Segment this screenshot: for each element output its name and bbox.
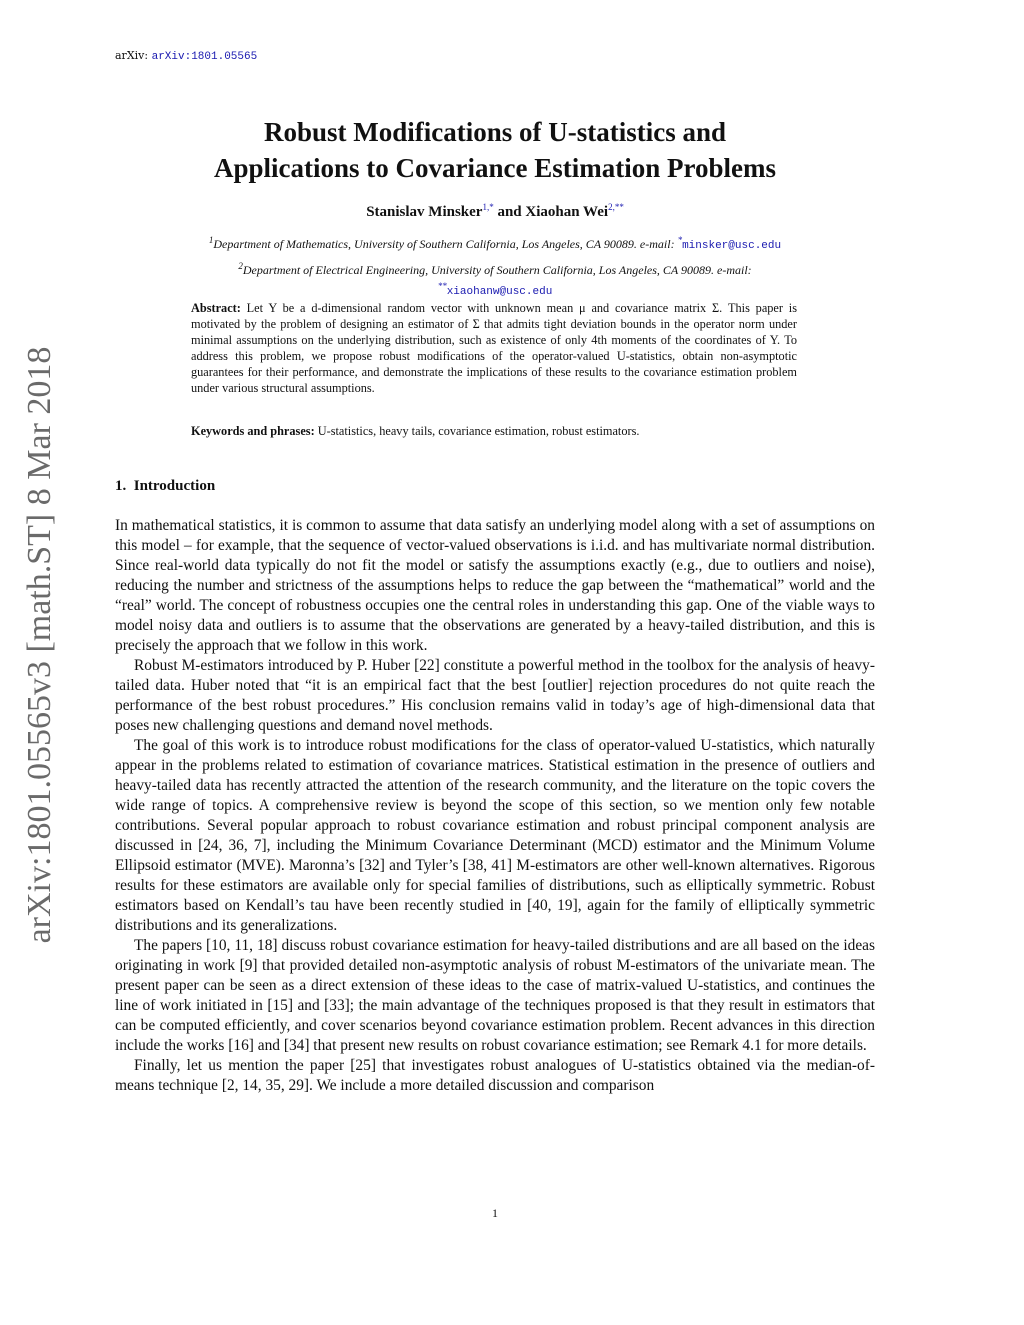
title-line-1: Robust Modifications of U-statistics and: [263, 117, 727, 147]
affiliation-2-number: 2: [238, 261, 243, 271]
abstract-text: Let Y be a d-dimensional random vector with unknown mean μ and covariance matrix Σ. This paper is motivated by the problem of designing an estimator of Σ that admits tight deviation bounds in the operator norm under minimal assumptions on the underlying distribution, such as existence of only 4th moments of the coordinates of Y. To address this problem, we propose robust modifications of the operator-valued U-statistics, obtain non-asymptotic guarantees for their performance, and demonstrate the implications of these results to the covariance estimation problem under various structural assumptions.: [191, 301, 797, 395]
author-1: Stanislav Minsker: [366, 204, 483, 220]
body-text: [115, 516, 875, 1096]
affiliation-2: [115, 258, 875, 300]
authors: [115, 202, 875, 221]
abstract: [191, 300, 797, 396]
email-link-1[interactable]: minsker@usc.edu: [682, 240, 782, 252]
arxiv-id-link[interactable]: arXiv:1801.05565: [151, 51, 258, 63]
affiliation-2-star: **: [437, 281, 447, 291]
affiliation-1-text: Department of Mathematics, University of Southern California, Los Angeles, CA 90089. e-mail:: [213, 237, 675, 251]
section-title: Introduction: [133, 478, 216, 494]
affiliation-1: [115, 232, 875, 254]
paragraph-5: Finally, let us mention the paper [25] that investigates robust analogues of U-statistics obtained via the median-of-means technique [2, 14, 35, 29]. We include a more detailed discussion and comparison: [115, 1057, 875, 1094]
author-1-sup[interactable]: 1,*: [482, 202, 494, 212]
keywords-text: U-statistics, heavy tails, covariance estimation, robust estimators.: [317, 424, 640, 438]
paragraph-4: The papers [10, 11, 18] discuss robust covariance estimation for heavy-tailed distributions and are all based on the ideas originating in work [9] that provided detailed non-asymptotic analysis of robust M-estimators of the univariate mean. The present paper can be seen as a direct extension of these ideas to the case of matrix-valued U-statistics, and continues the line of work initiated in [15] and [33]; the main advantage of the techniques proposed is that they result in estimators that can be computed efficiently, and cover scenarios beyond covariance estimation problem. Recent advances in this direction include the works [16] and [34] that present new results on robust covariance estimation; see Remark 4.1 for more details.: [115, 937, 875, 1054]
paragraph-2: Robust M-estimators introduced by P. Huber [22] constitute a powerful method in the toolbox for the analysis of heavy-tailed data. Huber noted that “it is an empirical fact that the best [outlier] rejection procedures do not quite reach the performance of the best robust procedures.” His conclusion remains valid in today’s age of high-dimensional data that poses new challenging questions and demand novel methods.: [115, 657, 875, 734]
affiliation-1-number: 1: [208, 235, 214, 245]
abstract-label: Abstract:: [191, 301, 241, 315]
section-number: 1.: [115, 478, 127, 494]
affiliation-2-text: Department of Electrical Engineering, University of Southern California, Los Angeles, CA 90089. e-mail:: [242, 263, 752, 277]
author-2: Xiaohan Wei: [525, 204, 609, 220]
title-line-2: Applications to Covariance Estimation Problems: [214, 153, 776, 183]
arxiv-side-stamp: [12, 342, 67, 947]
affiliation-1-star: *: [677, 235, 683, 245]
author-2-sup[interactable]: 2,**: [608, 202, 624, 212]
paper-title: [115, 114, 875, 186]
arxiv-header: [115, 49, 257, 63]
arxiv-label: arXiv:: [115, 49, 149, 62]
arxiv-side-stamp-text: arXiv:1801.05565v3 [math.ST] 8 Mar 2018: [20, 346, 58, 943]
section-heading: [115, 478, 215, 495]
keywords: [191, 424, 797, 439]
authors-and: and: [497, 204, 522, 220]
paragraph-1: In mathematical statistics, it is common to assume that data satisfy an underlying model along with a set of assumptions on this model – for example, that the sequence of vector-valued observations is i.i.d. and has multivariate normal distribution. Since real-world data typically do not fit the model or satisfy the assumptions exactly (e.g., due to outliers and noise), reducing the number and strictness of the assumptions helps to reduce the gap between the “mathematical” world and the “real” world. The concept of robustness occupies one the central roles in understanding this gap. One of the viable ways to model noisy data and outliers is to assume that the observations are generated by a heavy-tailed distribution, and this is precisely the approach that we follow in this work.: [115, 517, 875, 654]
paragraph-3: The goal of this work is to introduce robust modifications for the class of operator-valued U-statistics, which naturally appear in the problems related to estimation of covariance matrices. Statistical estimation in the presence of outliers and heavy-tailed data has recently attracted the attention of the research community, and the literature on the topic covers the wide range of topics. A comprehensive review is beyond the scope of this section, so we mention only few notable contributions. Several popular approach to robust covariance estimation and robust principal component analysis are discussed in [24, 36, 7], including the Minimum Covariance Determinant (MCD) estimator and the Minimum Volume Ellipsoid estimator (MVE). Maronna’s [32] and Tyler’s [38, 41] M-estimators are other well-known alternatives. Rigorous results for these estimators are available only for special families of distributions, such as elliptically symmetric. Robust estimators based on Kendall’s tau have been recently studied in [40, 19], again for the family of elliptically symmetric distributions and its generalizations.: [115, 737, 875, 934]
keywords-label: Keywords and phrases:: [191, 424, 315, 438]
page-number: 1: [492, 1206, 498, 1220]
email-link-2[interactable]: xiaohanw@usc.edu: [446, 286, 553, 298]
